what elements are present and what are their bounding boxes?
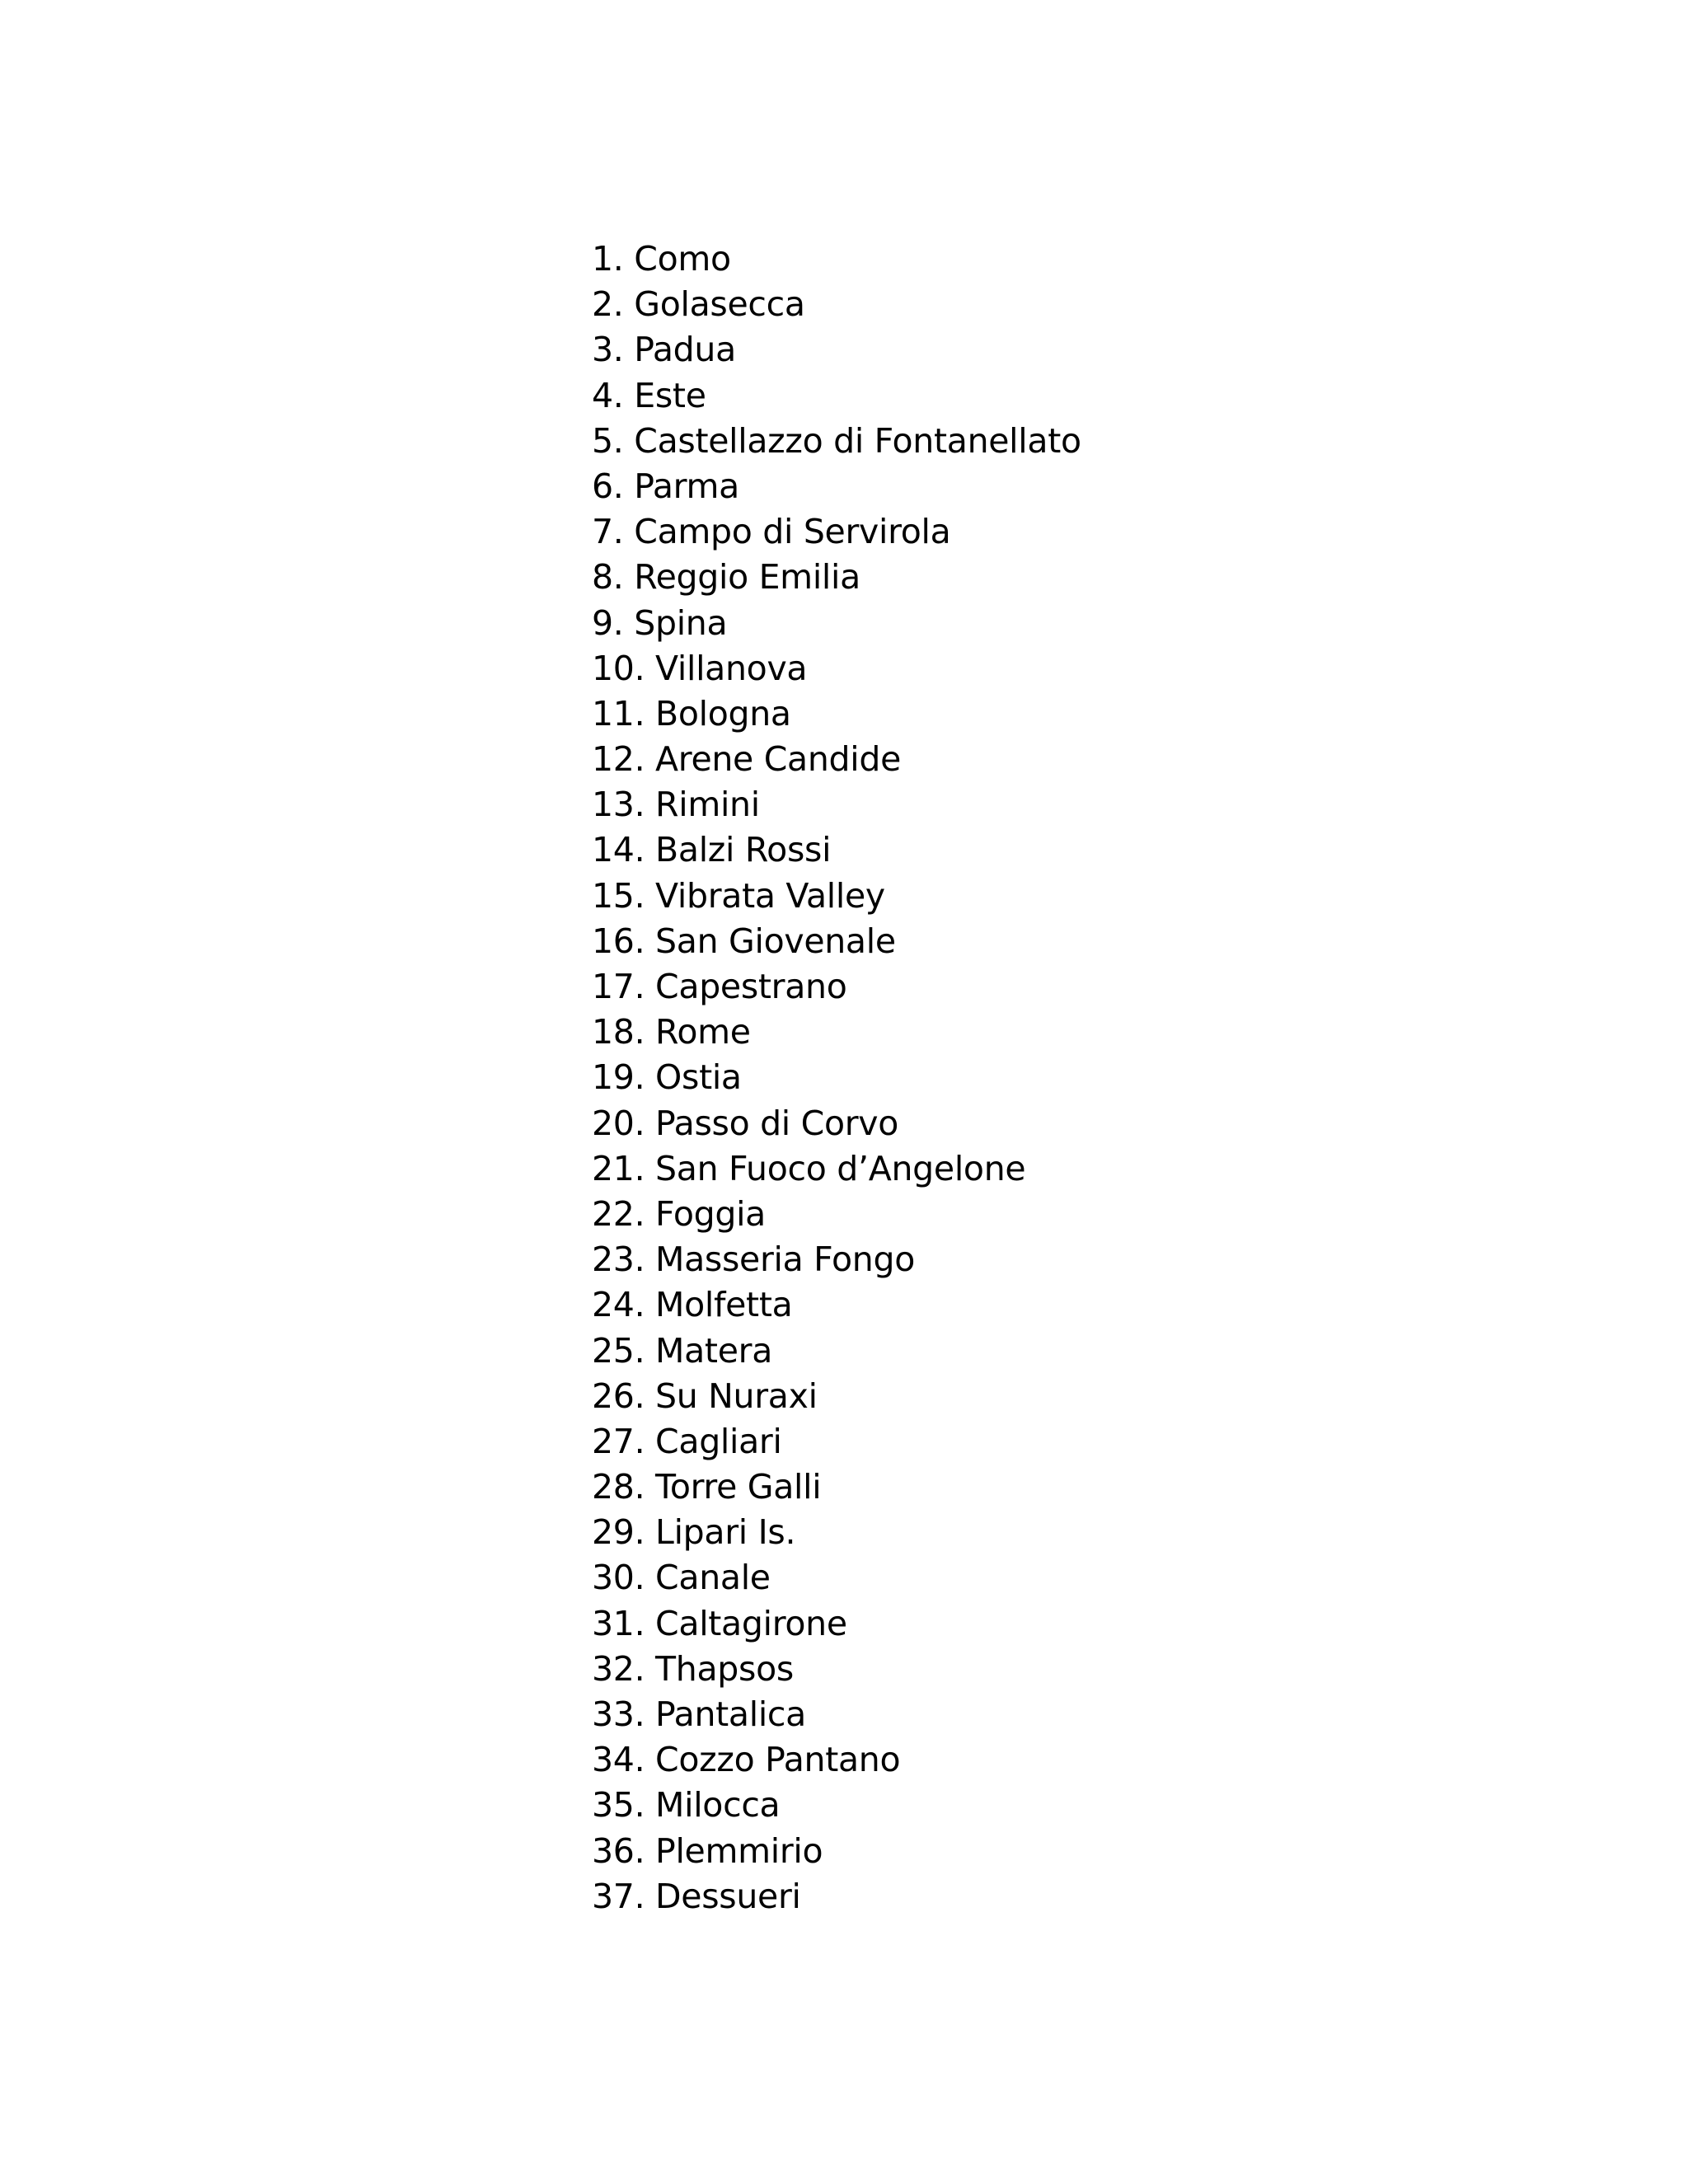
list-item: 13. Rimini bbox=[592, 785, 760, 825]
list-item: 2. Golasecca bbox=[592, 284, 805, 325]
list-item: 6. Parma bbox=[592, 466, 739, 506]
list-item: 11. Bologna bbox=[592, 693, 791, 733]
list-item: 31. Caltagirone bbox=[592, 1603, 847, 1643]
list-item: 29. Lipari Is. bbox=[592, 1512, 796, 1553]
list-item: 17. Capestrano bbox=[592, 967, 847, 1006]
list-item: 26. Su Nuraxi bbox=[592, 1376, 818, 1416]
list-item: 16. San Giovenale bbox=[592, 921, 896, 961]
list-item: 9. Spina bbox=[592, 602, 728, 643]
list-item: 5. Castellazzo di Fontanellato bbox=[592, 420, 1081, 461]
list-item: 19. Ostia bbox=[592, 1057, 742, 1098]
list-item: 15. Vibrata Valley bbox=[592, 875, 885, 916]
list-item: 35. Milocca bbox=[592, 1785, 781, 1825]
list-item: 18. Rome bbox=[592, 1012, 751, 1052]
list-item: 33. Pantalica bbox=[592, 1694, 806, 1734]
list-item: 1. Como bbox=[592, 239, 731, 279]
list-item: 28. Torre Galli bbox=[592, 1467, 822, 1507]
list-item: 4. Este bbox=[592, 375, 706, 415]
site-list bbox=[592, 237, 1081, 1919]
list-item: 3. Padua bbox=[592, 330, 736, 370]
list-item: 20. Passo di Corvo bbox=[592, 1103, 899, 1143]
list-item: 32. Thapsos bbox=[592, 1648, 794, 1689]
list-item: 10. Villanova bbox=[592, 648, 808, 688]
list-item: 22. Foggia bbox=[592, 1193, 767, 1234]
list-item: 12. Arene Candide bbox=[592, 739, 902, 780]
list-item: 23. Masseria Fongo bbox=[592, 1240, 915, 1280]
list-item: 7. Campo di Servirola bbox=[592, 512, 951, 552]
list-item: 25. Matera bbox=[592, 1330, 773, 1371]
list-item: 14. Balzi Rossi bbox=[592, 830, 832, 870]
list-item: 34. Cozzo Pantano bbox=[592, 1740, 901, 1780]
list-item: 21. San Fuoco d’Angelone bbox=[592, 1148, 1026, 1188]
list-item: 30. Canale bbox=[592, 1558, 771, 1598]
list-item: 27. Cagliari bbox=[592, 1421, 782, 1461]
list-item: 8. Reggio Emilia bbox=[592, 557, 860, 598]
list-item: 37. Dessueri bbox=[592, 1876, 801, 1916]
list-item: 24. Molfetta bbox=[592, 1285, 793, 1325]
list-item: 36. Plemmirio bbox=[592, 1830, 823, 1871]
